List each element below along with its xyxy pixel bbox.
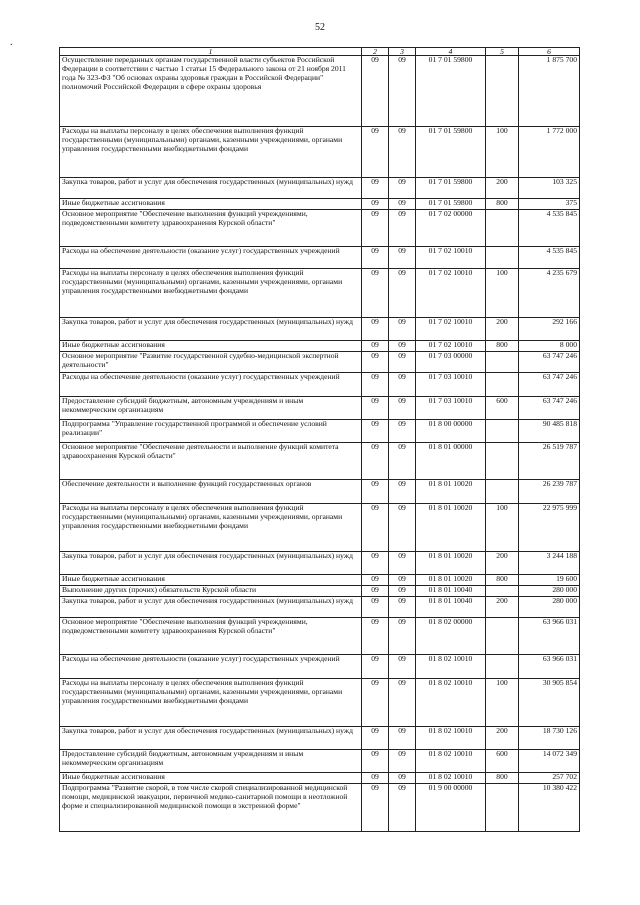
row-target-article-cell: 01 7 01 59800	[416, 56, 486, 127]
row-amount-cell: 375	[519, 199, 580, 210]
row-section-cell: 09	[362, 575, 389, 586]
row-name-cell: Выполнение других (прочих) обязательств Курской области	[60, 586, 362, 597]
column-header-4: 4	[416, 48, 486, 56]
row-amount-cell: 63 747 246	[519, 373, 580, 397]
row-target-article-cell: 01 8 01 10020	[416, 552, 486, 575]
row-name-cell: Закупка товаров, работ и услуг для обеспечения государственных (муниципальных) нужд	[60, 178, 362, 199]
row-name-cell: Расходы на выплаты персоналу в целях обеспечения выполнения функций государственными (муниципальными) органами, казенными учреждениями, органами управления государственными внебюджетными фондами	[60, 127, 362, 178]
row-name-cell: Расходы на выплаты персоналу в целях обеспечения выполнения функций государственными (муниципальными) органами, казенными учреждениями, органами управления государственными внебюджетными фондами	[60, 269, 362, 318]
row-amount-cell: 1 772 000	[519, 127, 580, 178]
row-target-article-cell: 01 7 02 10010	[416, 318, 486, 341]
table-row	[60, 504, 580, 552]
table-row	[60, 679, 580, 727]
row-subsection-cell: 09	[389, 784, 416, 832]
row-subsection-cell: 09	[389, 210, 416, 247]
table-row	[60, 655, 580, 679]
row-amount-cell: 4 235 679	[519, 269, 580, 318]
row-amount-cell: 257 702	[519, 773, 580, 784]
row-name-cell: Обеспечение деятельности и выполнение функций государственных органов	[60, 480, 362, 504]
row-subsection-cell: 09	[389, 575, 416, 586]
row-target-article-cell: 01 8 01 10020	[416, 504, 486, 552]
row-target-article-cell: 01 7 02 10010	[416, 269, 486, 318]
row-expense-type-cell: 200	[486, 318, 519, 341]
row-name-cell: Предоставление субсидий бюджетным, автономным учреждениям и иным некоммерческим организациям	[60, 397, 362, 420]
row-amount-cell: 4 535 845	[519, 210, 580, 247]
row-expense-type-cell	[486, 443, 519, 480]
row-expense-type-cell: 200	[486, 727, 519, 750]
row-section-cell: 09	[362, 178, 389, 199]
row-subsection-cell: 09	[389, 341, 416, 352]
row-section-cell: 09	[362, 750, 389, 773]
row-amount-cell: 10 380 422	[519, 784, 580, 832]
row-subsection-cell: 09	[389, 199, 416, 210]
row-subsection-cell: 09	[389, 597, 416, 618]
row-target-article-cell: 01 9 00 00000	[416, 784, 486, 832]
row-section-cell: 09	[362, 586, 389, 597]
row-section-cell: 09	[362, 420, 389, 443]
row-section-cell: 09	[362, 480, 389, 504]
row-expense-type-cell: 100	[486, 269, 519, 318]
row-expense-type-cell	[486, 420, 519, 443]
row-section-cell: 09	[362, 773, 389, 784]
row-subsection-cell: 09	[389, 373, 416, 397]
row-section-cell: 09	[362, 56, 389, 127]
row-expense-type-cell	[486, 56, 519, 127]
row-section-cell: 09	[362, 199, 389, 210]
column-header-2: 2	[362, 48, 389, 56]
row-target-article-cell: 01 8 00 00000	[416, 420, 486, 443]
row-section-cell: 09	[362, 373, 389, 397]
row-expense-type-cell	[486, 373, 519, 397]
row-subsection-cell: 09	[389, 178, 416, 199]
row-expense-type-cell: 200	[486, 178, 519, 199]
row-expense-type-cell: 600	[486, 397, 519, 420]
column-header-6: 6	[519, 48, 580, 56]
row-target-article-cell: 01 7 01 59800	[416, 127, 486, 178]
row-target-article-cell: 01 7 03 10010	[416, 373, 486, 397]
row-amount-cell: 14 072 349	[519, 750, 580, 773]
row-subsection-cell: 09	[389, 247, 416, 269]
row-section-cell: 09	[362, 443, 389, 480]
row-amount-cell: 63 747 246	[519, 397, 580, 420]
row-expense-type-cell	[486, 784, 519, 832]
row-section-cell: 09	[362, 727, 389, 750]
row-amount-cell: 63 966 031	[519, 618, 580, 655]
table-row	[60, 318, 580, 341]
row-subsection-cell: 09	[389, 397, 416, 420]
row-amount-cell: 18 730 126	[519, 727, 580, 750]
row-section-cell: 09	[362, 679, 389, 727]
row-amount-cell: 19 600	[519, 575, 580, 586]
row-section-cell: 09	[362, 352, 389, 373]
row-amount-cell: 4 535 845	[519, 247, 580, 269]
row-amount-cell: 26 519 787	[519, 443, 580, 480]
row-section-cell: 09	[362, 618, 389, 655]
row-expense-type-cell	[486, 352, 519, 373]
row-name-cell: Расходы на выплаты персоналу в целях обеспечения выполнения функций государственными (муниципальными) органами, казенными учреждениями, органами управления государственными внебюджетными фондами	[60, 679, 362, 727]
row-subsection-cell: 09	[389, 552, 416, 575]
row-name-cell: Основное мероприятие "Обеспечение выполнения функций учреждениями, подведомственными комитету здравоохранения Курской области"	[60, 210, 362, 247]
row-name-cell: Закупка товаров, работ и услуг для обеспечения государственных (муниципальных) нужд	[60, 552, 362, 575]
row-name-cell: Иные бюджетные ассигнования	[60, 773, 362, 784]
table-row	[60, 586, 580, 597]
row-amount-cell: 103 325	[519, 178, 580, 199]
row-target-article-cell: 01 7 02 10010	[416, 247, 486, 269]
row-amount-cell: 63 966 031	[519, 655, 580, 679]
row-target-article-cell: 01 8 02 10010	[416, 655, 486, 679]
row-section-cell: 09	[362, 397, 389, 420]
row-section-cell: 09	[362, 247, 389, 269]
row-expense-type-cell	[486, 480, 519, 504]
row-subsection-cell: 09	[389, 352, 416, 373]
row-subsection-cell: 09	[389, 480, 416, 504]
row-name-cell: Основное мероприятие "Обеспечение деятельности и выполнение функций комитета здравоохранения Курской области"	[60, 443, 362, 480]
row-target-article-cell: 01 7 01 59800	[416, 199, 486, 210]
row-amount-cell: 90 485 818	[519, 420, 580, 443]
row-amount-cell: 22 975 999	[519, 504, 580, 552]
table-row	[60, 575, 580, 586]
row-subsection-cell: 09	[389, 618, 416, 655]
table-row	[60, 341, 580, 352]
table-row	[60, 373, 580, 397]
row-name-cell: Основное мероприятие "Развитие государственной судебно-медицинской экспертной деятельности"	[60, 352, 362, 373]
row-subsection-cell: 09	[389, 127, 416, 178]
row-expense-type-cell: 200	[486, 597, 519, 618]
row-subsection-cell: 09	[389, 655, 416, 679]
row-name-cell: Иные бюджетные ассигнования	[60, 575, 362, 586]
row-name-cell: Закупка товаров, работ и услуг для обеспечения государственных (муниципальных) нужд	[60, 597, 362, 618]
row-expense-type-cell: 800	[486, 341, 519, 352]
row-section-cell: 09	[362, 210, 389, 247]
row-expense-type-cell: 600	[486, 750, 519, 773]
row-target-article-cell: 01 8 02 00000	[416, 618, 486, 655]
row-expense-type-cell	[486, 655, 519, 679]
margin-mark: .	[10, 37, 13, 48]
row-name-cell: Расходы на выплаты персоналу в целях обеспечения выполнения функций государственными (муниципальными) органами, казенными учреждениями, органами управления государственными внебюджетными фондами	[60, 504, 362, 552]
row-name-cell: Подпрограмма "Развитие скорой, в том числе скорой специализированной медицинской помощи, медицинской эвакуации, первичной медико-санитарной помощи в неотложной форме и специализированной медицинской помощи в экстренной форме"	[60, 784, 362, 832]
table-row	[60, 199, 580, 210]
row-subsection-cell: 09	[389, 420, 416, 443]
row-name-cell: Подпрограмма "Управление государственной программой и обеспечение условий реализации"	[60, 420, 362, 443]
table-row	[60, 750, 580, 773]
row-name-cell: Расходы на обеспечение деятельности (оказание услуг) государственных учреждений	[60, 247, 362, 269]
row-subsection-cell: 09	[389, 318, 416, 341]
row-target-article-cell: 01 7 02 10010	[416, 341, 486, 352]
row-target-article-cell: 01 7 03 00000	[416, 352, 486, 373]
row-target-article-cell: 01 8 02 10010	[416, 750, 486, 773]
row-amount-cell: 280 000	[519, 597, 580, 618]
row-target-article-cell: 01 7 01 59800	[416, 178, 486, 199]
row-name-cell: Расходы на обеспечение деятельности (оказание услуг) государственных учреждений	[60, 655, 362, 679]
row-amount-cell: 280 000	[519, 586, 580, 597]
row-section-cell: 09	[362, 318, 389, 341]
table-body	[60, 56, 580, 832]
table-row	[60, 56, 580, 127]
row-expense-type-cell	[486, 210, 519, 247]
row-amount-cell: 63 747 246	[519, 352, 580, 373]
row-target-article-cell: 01 8 02 10010	[416, 679, 486, 727]
column-header-3: 3	[389, 48, 416, 56]
row-section-cell: 09	[362, 552, 389, 575]
row-target-article-cell: 01 8 01 10040	[416, 597, 486, 618]
row-amount-cell: 30 905 854	[519, 679, 580, 727]
table-row	[60, 247, 580, 269]
row-section-cell: 09	[362, 127, 389, 178]
row-expense-type-cell: 800	[486, 773, 519, 784]
row-expense-type-cell: 800	[486, 575, 519, 586]
table-row	[60, 127, 580, 178]
row-subsection-cell: 09	[389, 773, 416, 784]
column-header-5: 5	[486, 48, 519, 56]
table-row	[60, 597, 580, 618]
row-expense-type-cell: 100	[486, 504, 519, 552]
table-row	[60, 784, 580, 832]
table-row	[60, 443, 580, 480]
row-name-cell: Осуществление переданных органам государственной власти субъектов Российской Федерации в соответствии с частью 1 статьи 15 Федерального закона от 21 ноября 2011 года № 323-ФЗ "Об основах охраны здоровья граждан в Российской Федерации" полномочий Российской Федерации в сфере охраны здоровья	[60, 56, 362, 127]
row-amount-cell: 1 875 700	[519, 56, 580, 127]
row-amount-cell: 3 244 188	[519, 552, 580, 575]
table-row	[60, 480, 580, 504]
row-name-cell: Закупка товаров, работ и услуг для обеспечения государственных (муниципальных) нужд	[60, 318, 362, 341]
table-row	[60, 352, 580, 373]
table-row	[60, 420, 580, 443]
row-expense-type-cell	[486, 586, 519, 597]
row-name-cell: Иные бюджетные ассигнования	[60, 341, 362, 352]
row-name-cell: Расходы на обеспечение деятельности (оказание услуг) государственных учреждений	[60, 373, 362, 397]
row-target-article-cell: 01 8 01 00000	[416, 443, 486, 480]
table-row	[60, 727, 580, 750]
row-expense-type-cell: 800	[486, 199, 519, 210]
column-header-1: 1	[60, 48, 362, 56]
row-subsection-cell: 09	[389, 504, 416, 552]
row-amount-cell: 292 166	[519, 318, 580, 341]
row-name-cell: Основное мероприятие "Обеспечение выполнения функций учреждениями, подведомственными комитету здравоохранения Курской области"	[60, 618, 362, 655]
row-target-article-cell: 01 7 03 10010	[416, 397, 486, 420]
row-expense-type-cell	[486, 247, 519, 269]
budget-table	[59, 47, 580, 832]
table-row	[60, 552, 580, 575]
table-row	[60, 210, 580, 247]
row-name-cell: Предоставление субсидий бюджетным, автономным учреждениям и иным некоммерческим организациям	[60, 750, 362, 773]
row-subsection-cell: 09	[389, 750, 416, 773]
row-target-article-cell: 01 8 01 10020	[416, 480, 486, 504]
row-expense-type-cell: 100	[486, 127, 519, 178]
row-amount-cell: 8 000	[519, 341, 580, 352]
row-expense-type-cell	[486, 618, 519, 655]
row-section-cell: 09	[362, 784, 389, 832]
row-section-cell: 09	[362, 655, 389, 679]
row-expense-type-cell: 200	[486, 552, 519, 575]
table-row	[60, 773, 580, 784]
row-subsection-cell: 09	[389, 56, 416, 127]
row-subsection-cell: 09	[389, 443, 416, 480]
table-row	[60, 178, 580, 199]
row-expense-type-cell: 100	[486, 679, 519, 727]
table-row	[60, 618, 580, 655]
page-number: 52	[315, 22, 325, 33]
row-section-cell: 09	[362, 269, 389, 318]
row-subsection-cell: 09	[389, 269, 416, 318]
row-target-article-cell: 01 8 01 10020	[416, 575, 486, 586]
row-target-article-cell: 01 7 02 00000	[416, 210, 486, 247]
row-section-cell: 09	[362, 597, 389, 618]
table-row	[60, 269, 580, 318]
row-subsection-cell: 09	[389, 727, 416, 750]
row-name-cell: Иные бюджетные ассигнования	[60, 199, 362, 210]
row-name-cell: Закупка товаров, работ и услуг для обеспечения государственных (муниципальных) нужд	[60, 727, 362, 750]
row-amount-cell: 26 239 787	[519, 480, 580, 504]
row-target-article-cell: 01 8 02 10010	[416, 727, 486, 750]
row-target-article-cell: 01 8 02 10010	[416, 773, 486, 784]
row-target-article-cell: 01 8 01 10040	[416, 586, 486, 597]
row-subsection-cell: 09	[389, 586, 416, 597]
table-row	[60, 397, 580, 420]
row-section-cell: 09	[362, 341, 389, 352]
row-section-cell: 09	[362, 504, 389, 552]
row-subsection-cell: 09	[389, 679, 416, 727]
